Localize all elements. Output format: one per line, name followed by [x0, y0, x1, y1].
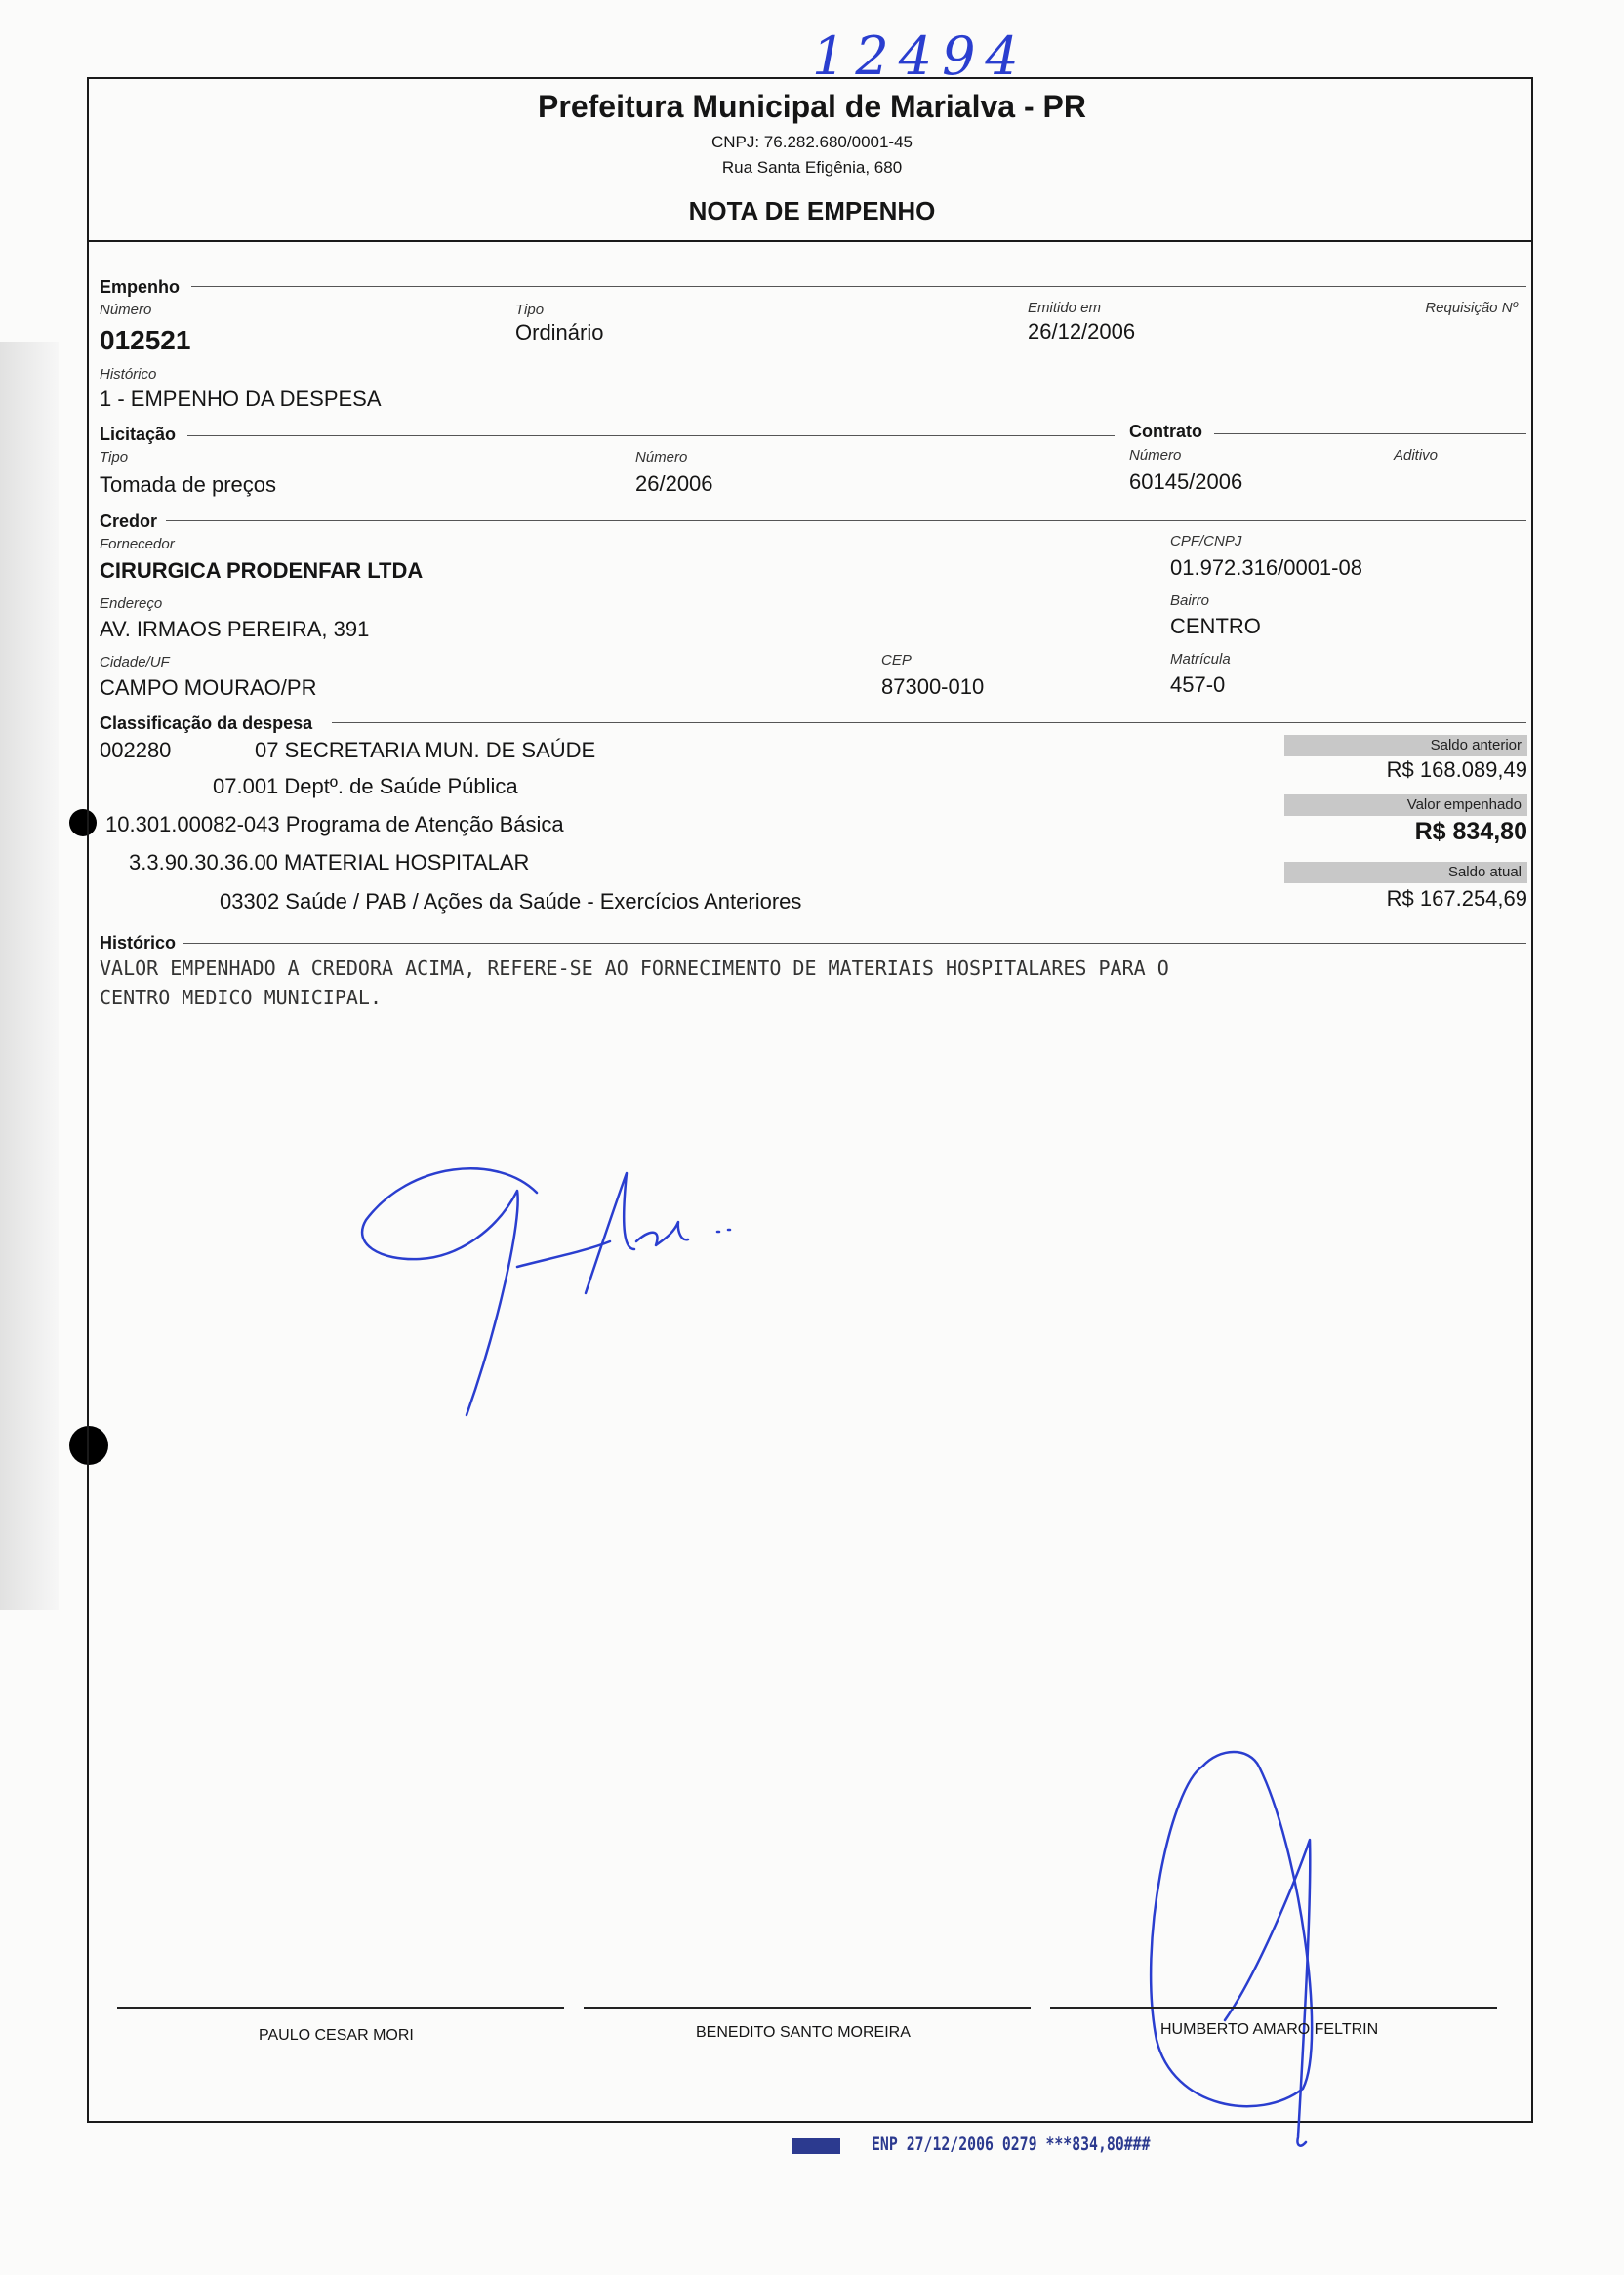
classificacao-code: 002280: [100, 738, 172, 762]
section-empenho: Empenho: [100, 277, 181, 297]
signature-middle: [351, 1152, 810, 1425]
licitacao-tipo: Tomada de preços: [100, 472, 276, 497]
saldo-anterior-label: Saldo anterior: [1284, 735, 1527, 756]
historico-line-2: CENTRO MEDICO MUNICIPAL.: [100, 986, 382, 1009]
classificacao-departamento: 07.001 Deptº. de Saúde Pública: [213, 774, 518, 798]
empenho-historico: 1 - EMPENHO DA DESPESA: [100, 386, 382, 411]
signature-name-3: HUMBERTO AMARO FELTRIN: [1160, 2021, 1379, 2038]
section-classificacao: Classificação da despesa: [100, 713, 313, 733]
handwritten-number: 12494: [812, 25, 1029, 87]
section-contrato: Contrato: [1129, 422, 1202, 441]
empenho-tipo: Ordinário: [515, 320, 604, 345]
credor-endereco-label: Endereço: [100, 595, 163, 612]
contrato-numero-label: Número: [1129, 447, 1182, 464]
saldo-atual-label: Saldo atual: [1284, 862, 1527, 883]
signature-right: [1132, 1727, 1347, 2147]
credor-cep: 87300-010: [881, 674, 985, 699]
scan-shadow: [0, 342, 59, 1610]
signature-line-2: [584, 2007, 1031, 2009]
credor-cep-label: CEP: [881, 652, 912, 669]
credor-matricula: 457-0: [1170, 672, 1226, 697]
classificacao-programa: 10.301.00082-043 Programa de Atenção Básica: [105, 812, 564, 836]
licitacao-tipo-label: Tipo: [100, 449, 129, 466]
page-title: Prefeitura Municipal de Marialva - PR: [538, 89, 1086, 124]
empenho-historico-label: Histórico: [100, 366, 157, 383]
section-credor: Credor: [100, 511, 158, 531]
valor-empenhado: R$ 834,80: [1414, 818, 1527, 845]
rule-licitacao: [187, 435, 1115, 436]
contrato-aditivo-label: Aditivo: [1394, 447, 1439, 464]
credor-cidade: CAMPO MOURAO/PR: [100, 675, 317, 700]
credor-endereco: AV. IRMAOS PEREIRA, 391: [100, 617, 370, 641]
credor-bairro: CENTRO: [1170, 614, 1261, 638]
signature-name-2: BENEDITO SANTO MOREIRA: [696, 2024, 911, 2041]
credor-bairro-label: Bairro: [1170, 592, 1210, 609]
contrato-numero: 60145/2006: [1129, 469, 1243, 494]
empenho-numero: 012521: [100, 325, 191, 355]
doc-title: NOTA DE EMPENHO: [688, 196, 936, 225]
credor-fornecedor: CIRURGICA PRODENFAR LTDA: [100, 558, 424, 583]
credor-cidade-label: Cidade/UF: [100, 654, 170, 670]
header-divider: [87, 240, 1533, 242]
header-cnpj: CNPJ: 76.282.680/0001-45: [710, 133, 914, 151]
bank-logo: [792, 2138, 840, 2154]
classificacao-fonte: 03302 Saúde / PAB / Ações da Saúde - Exercícios Anteriores: [220, 889, 802, 914]
licitacao-numero-label: Número: [635, 449, 688, 466]
classificacao-elemento: 3.3.90.30.36.00 MATERIAL HOSPITALAR: [129, 850, 530, 874]
rule-contrato: [1214, 433, 1526, 434]
section-historico: Histórico: [100, 933, 177, 953]
empenho-emitido-label: Emitido em: [1028, 300, 1102, 316]
empenho-tipo-label: Tipo: [515, 302, 545, 318]
credor-fornecedor-label: Fornecedor: [100, 536, 175, 552]
historico-line-1: VALOR EMPENHADO A CREDORA ACIMA, REFERE-SE AO FORNECIMENTO DE MATERIAIS HOSPITALARES PARA O: [100, 956, 1169, 980]
empenho-emitido: 26/12/2006: [1028, 319, 1136, 344]
signature-name-1: PAULO CESAR MORI: [259, 2027, 414, 2044]
rule-classificacao: [332, 722, 1526, 723]
section-licitacao: Licitação: [100, 425, 177, 444]
classificacao-secretaria: 07 SECRETARIA MUN. DE SAÚDE: [255, 738, 596, 762]
auth-stamp: ENP 27/12/2006 0279 ***834,80###: [872, 2133, 1151, 2155]
credor-cpf-label: CPF/CNPJ: [1170, 533, 1242, 549]
credor-cpf: 01.972.316/0001-08: [1170, 555, 1362, 580]
saldo-anterior: R$ 168.089,49: [1386, 757, 1527, 782]
rule-historico: [183, 943, 1526, 944]
empenho-numero-label: Número: [100, 302, 152, 318]
rule-empenho: [191, 286, 1526, 287]
credor-matricula-label: Matrícula: [1170, 651, 1231, 668]
signature-line-3: [1050, 2007, 1497, 2009]
rule-credor: [166, 520, 1526, 521]
signature-line-1: [117, 2007, 564, 2009]
empenho-requisicao-label: Requisição Nº: [1425, 300, 1518, 316]
licitacao-numero: 26/2006: [635, 471, 713, 496]
valor-empenhado-label: Valor empenhado: [1284, 794, 1527, 816]
header-address: Rua Santa Efigênia, 680: [721, 158, 903, 177]
saldo-atual: R$ 167.254,69: [1386, 886, 1527, 911]
